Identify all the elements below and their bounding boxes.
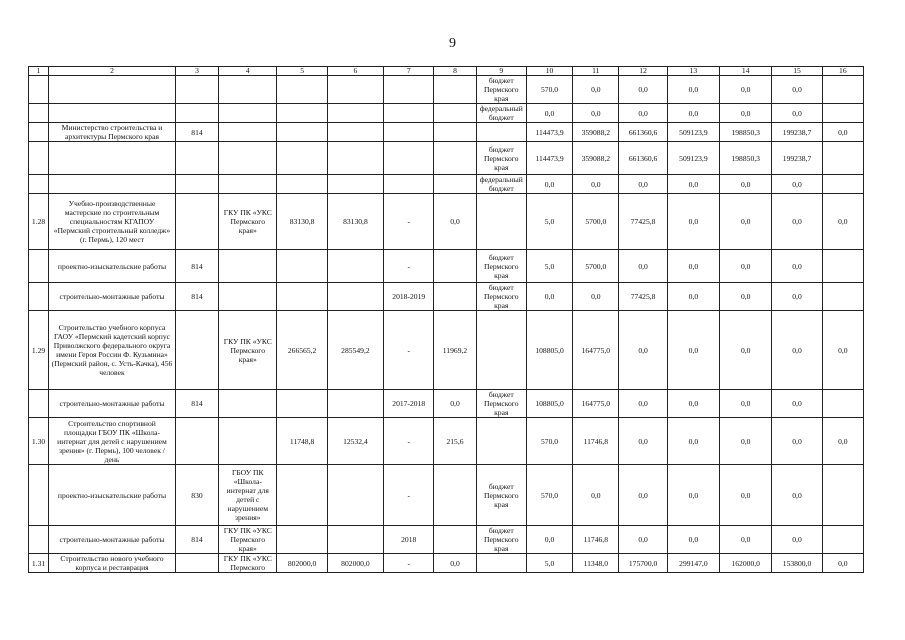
table-cell [822, 465, 863, 526]
table-cell [434, 123, 476, 142]
table-cell [327, 283, 383, 311]
table-cell [384, 76, 434, 104]
row-name-cell [49, 104, 176, 123]
table-cell: 0,0 [619, 76, 667, 104]
table-cell [175, 554, 218, 573]
table-cell: 199238,7 [772, 142, 822, 175]
table-cell: 299147,0 [667, 554, 719, 573]
funding-source-cell [476, 554, 526, 573]
table-cell: 0,0 [667, 194, 719, 250]
table-cell [327, 123, 383, 142]
table-cell: 830 [175, 465, 218, 526]
table-row [29, 175, 864, 194]
table-cell: 0,0 [772, 194, 822, 250]
table-cell [29, 76, 49, 104]
col-header: 12 [619, 67, 667, 76]
table-cell: 2018-2019 [384, 283, 434, 311]
table-cell: 814 [175, 526, 218, 554]
col-header: 3 [175, 67, 218, 76]
table-cell: 0,0 [667, 418, 719, 465]
table-cell: 570,0 [526, 76, 572, 104]
table-cell [219, 390, 277, 418]
table-cell: ГКУ ПК «УКС Пермского края» [219, 526, 277, 554]
funding-source-cell: бюджет Пермского края [476, 283, 526, 311]
table-cell [434, 76, 476, 104]
table-cell: 0,0 [526, 104, 572, 123]
row-name-cell: строительно-монтажные работы [49, 390, 176, 418]
table-cell: 359088,2 [573, 123, 619, 142]
table-cell: 153800,0 [772, 554, 822, 573]
row-name-cell: Строительство нового учебного корпуса и реставрация [49, 554, 176, 573]
funding-source-cell [476, 311, 526, 390]
table-cell: 0,0 [822, 123, 863, 142]
table-cell [434, 526, 476, 554]
table-cell [822, 104, 863, 123]
row-name-cell: Министерство строительства и архитектуры Пермского края [49, 123, 176, 142]
table-row [29, 104, 864, 123]
table-cell: 814 [175, 283, 218, 311]
table-cell [822, 526, 863, 554]
table-cell: 199238,7 [772, 123, 822, 142]
table-cell: 11746,8 [573, 526, 619, 554]
table-cell: 0,0 [667, 104, 719, 123]
table-cell: 0,0 [434, 390, 476, 418]
table-cell: 0,0 [772, 465, 822, 526]
table-cell: 0,0 [619, 465, 667, 526]
table-row [29, 465, 864, 526]
table-cell: 0,0 [667, 526, 719, 554]
funding-source-cell: федеральный бюджет [476, 175, 526, 194]
table-cell: 0,0 [619, 418, 667, 465]
table-cell [29, 465, 49, 526]
table-cell: 11748,8 [277, 418, 327, 465]
table-cell: 0,0 [667, 250, 719, 283]
table-cell [29, 175, 49, 194]
table-cell [29, 390, 49, 418]
table-cell [434, 283, 476, 311]
table-cell: 0,0 [822, 554, 863, 573]
table-cell [277, 283, 327, 311]
table-cell: 0,0 [720, 283, 772, 311]
table-cell: - [384, 465, 434, 526]
table-cell: 509123,9 [667, 123, 719, 142]
table-cell [384, 175, 434, 194]
row-name-cell: строительно-монтажные работы [49, 526, 176, 554]
table-cell [434, 465, 476, 526]
col-header: 15 [772, 67, 822, 76]
table-cell: 108805,0 [526, 390, 572, 418]
table-row [29, 283, 864, 311]
table-cell: 814 [175, 123, 218, 142]
table-cell: 0,0 [434, 554, 476, 573]
table-cell [822, 175, 863, 194]
table-cell [277, 526, 327, 554]
table-row [29, 76, 864, 104]
table-cell: 0,0 [720, 250, 772, 283]
column-numbers-row [29, 67, 864, 76]
table-cell [822, 283, 863, 311]
table-cell [327, 526, 383, 554]
table-cell: 0,0 [822, 418, 863, 465]
col-header: 1 [29, 67, 49, 76]
table-cell: 0,0 [526, 175, 572, 194]
table-cell [822, 250, 863, 283]
table-cell: 661360,6 [619, 142, 667, 175]
table-cell: 0,0 [720, 390, 772, 418]
table-cell [219, 76, 277, 104]
table-cell: 5,0 [526, 250, 572, 283]
table-cell: 0,0 [526, 526, 572, 554]
table-cell [327, 104, 383, 123]
table-cell [434, 142, 476, 175]
table-cell [277, 390, 327, 418]
col-header: 9 [476, 67, 526, 76]
table-cell: - [384, 418, 434, 465]
table-cell: 0,0 [772, 250, 822, 283]
table-row [29, 418, 864, 465]
table-cell [175, 418, 218, 465]
table-cell: 0,0 [667, 390, 719, 418]
col-header: 14 [720, 67, 772, 76]
table-cell [219, 175, 277, 194]
col-header: 4 [219, 67, 277, 76]
table-cell: 661360,6 [619, 123, 667, 142]
table-cell: 164775,0 [573, 311, 619, 390]
table-cell: 0,0 [772, 418, 822, 465]
table-cell: 11348,0 [573, 554, 619, 573]
table-cell: 114473,9 [526, 123, 572, 142]
row-name-cell: строительно-монтажные работы [49, 283, 176, 311]
row-name-cell [49, 76, 176, 104]
table-cell [175, 311, 218, 390]
funding-source-cell [476, 194, 526, 250]
table-cell: 198850,3 [720, 142, 772, 175]
table-cell: 0,0 [772, 311, 822, 390]
table-cell [327, 175, 383, 194]
table-cell: - [384, 554, 434, 573]
table-cell: 83130,8 [277, 194, 327, 250]
table-cell [277, 465, 327, 526]
table-cell [277, 250, 327, 283]
table-cell [175, 175, 218, 194]
col-header: 8 [434, 67, 476, 76]
table-cell: 0,0 [667, 311, 719, 390]
table-cell: 570,0 [526, 418, 572, 465]
funding-source-cell: бюджет Пермского края [476, 142, 526, 175]
table-cell [822, 142, 863, 175]
table-cell: 802000,0 [327, 554, 383, 573]
table-cell: 570,0 [526, 465, 572, 526]
table-cell [175, 104, 218, 123]
table-cell [384, 104, 434, 123]
table-cell: 5700,0 [573, 194, 619, 250]
table-cell: 266565,2 [277, 311, 327, 390]
table-row [29, 526, 864, 554]
table-cell: 5,0 [526, 194, 572, 250]
table-row [29, 123, 864, 142]
table-cell: 215,6 [434, 418, 476, 465]
col-header: 13 [667, 67, 719, 76]
funding-source-cell: бюджет Пермского края [476, 76, 526, 104]
table-cell [327, 250, 383, 283]
table-cell [822, 76, 863, 104]
table-cell: 0,0 [772, 76, 822, 104]
table-cell: 108805,0 [526, 311, 572, 390]
table-cell: 2017-2018 [384, 390, 434, 418]
table-cell: 77425,8 [619, 283, 667, 311]
table-cell: 0,0 [772, 175, 822, 194]
table-cell: 814 [175, 390, 218, 418]
table-cell: 0,0 [619, 526, 667, 554]
table-cell: ГКУ ПК «УКС Пермского края» [219, 311, 277, 390]
table-cell [29, 283, 49, 311]
row-name-cell: Строительство спортивной площадки ГБОУ ПК «Школа-интернат для детей с нарушением зрения» (г. Пермь), 100 человек / день [49, 418, 176, 465]
col-header: 7 [384, 67, 434, 76]
table-cell: 1.29 [29, 311, 49, 390]
table-cell: 0,0 [619, 104, 667, 123]
table-cell [277, 104, 327, 123]
table-cell: 0,0 [720, 418, 772, 465]
table-cell: 0,0 [720, 194, 772, 250]
table-cell: 83130,8 [327, 194, 383, 250]
table-cell: 802000,0 [277, 554, 327, 573]
table-cell: 0,0 [822, 194, 863, 250]
table-cell: 0,0 [573, 76, 619, 104]
table-cell: 1.31 [29, 554, 49, 573]
table-cell [29, 250, 49, 283]
table-cell: 2018 [384, 526, 434, 554]
table-cell: ГКУ ПК «УКС Пермского [219, 554, 277, 573]
table-cell [277, 175, 327, 194]
table-cell [219, 418, 277, 465]
table-cell: 0,0 [573, 175, 619, 194]
table-row [29, 554, 864, 573]
table-cell: 0,0 [619, 311, 667, 390]
table-cell [277, 76, 327, 104]
table-cell [277, 123, 327, 142]
col-header: 11 [573, 67, 619, 76]
table-cell: 1.30 [29, 418, 49, 465]
funding-source-cell: бюджет Пермского края [476, 390, 526, 418]
table-cell [327, 142, 383, 175]
table-cell: 162000,0 [720, 554, 772, 573]
table-cell: - [384, 250, 434, 283]
table-cell: 0,0 [720, 175, 772, 194]
table-cell: 198850,3 [720, 123, 772, 142]
table-cell: 0,0 [667, 175, 719, 194]
table-cell: 285549,2 [327, 311, 383, 390]
table-row [29, 250, 864, 283]
table-cell [175, 76, 218, 104]
page-number: 9 [449, 36, 456, 51]
table-cell [384, 142, 434, 175]
funding-source-cell: федеральный бюджет [476, 104, 526, 123]
table-cell [219, 123, 277, 142]
funding-source-cell: бюджет Пермского края [476, 526, 526, 554]
table-cell: ГКУ ПК «УКС Пермского края» [219, 194, 277, 250]
table-cell: 0,0 [720, 76, 772, 104]
table-cell [434, 175, 476, 194]
table-row [29, 194, 864, 250]
row-name-cell: проектно-изыскательские работы [49, 250, 176, 283]
row-name-cell [49, 142, 176, 175]
table-cell: 5700,0 [573, 250, 619, 283]
table-cell [384, 123, 434, 142]
col-header: 16 [822, 67, 863, 76]
table-cell: - [384, 311, 434, 390]
table-cell [327, 390, 383, 418]
col-header: 5 [277, 67, 327, 76]
table-cell [29, 142, 49, 175]
table-row [29, 142, 864, 175]
table-cell: 359088,2 [573, 142, 619, 175]
table-cell [434, 250, 476, 283]
table-cell [822, 390, 863, 418]
table-cell: 0,0 [573, 465, 619, 526]
table-cell [29, 526, 49, 554]
table-cell: 0,0 [772, 283, 822, 311]
table-cell [277, 142, 327, 175]
table-cell: 0,0 [434, 194, 476, 250]
table-cell [29, 104, 49, 123]
table-cell [175, 142, 218, 175]
table-cell [219, 142, 277, 175]
table-cell [434, 104, 476, 123]
table-cell: 11746,8 [573, 418, 619, 465]
table-cell: 0,0 [619, 250, 667, 283]
table-cell: 814 [175, 250, 218, 283]
funding-source-cell [476, 123, 526, 142]
table-cell [175, 194, 218, 250]
table-cell: - [384, 194, 434, 250]
table-cell: 0,0 [772, 526, 822, 554]
col-header: 2 [49, 67, 176, 76]
table-cell: 0,0 [720, 104, 772, 123]
table-cell: 0,0 [667, 283, 719, 311]
table-cell: 77425,8 [619, 194, 667, 250]
table-cell: 0,0 [772, 390, 822, 418]
table-cell [29, 123, 49, 142]
row-name-cell: проектно-изыскательские работы [49, 465, 176, 526]
table-cell: 0,0 [822, 311, 863, 390]
table-cell: 12532,4 [327, 418, 383, 465]
table-cell: 0,0 [619, 390, 667, 418]
table-cell: 0,0 [720, 311, 772, 390]
table-cell: 0,0 [772, 104, 822, 123]
table-cell: 0,0 [573, 104, 619, 123]
table-cell: 5,0 [526, 554, 572, 573]
table-cell: 509123,9 [667, 142, 719, 175]
table-cell: 1.28 [29, 194, 49, 250]
table-cell: 164775,0 [573, 390, 619, 418]
row-name-cell: Учебно-производственные мастерские по строительным специальностям КГАПОУ «Пермский строительный колледж» (г. Пермь), 120 мест [49, 194, 176, 250]
budget-table [28, 66, 864, 573]
table-cell: 0,0 [667, 76, 719, 104]
table-cell: 175700,0 [619, 554, 667, 573]
table-cell: 0,0 [573, 283, 619, 311]
row-name-cell: Строительство учебного корпуса ГАОУ «Пермский кадетский корпус Приволжского федерального округа имени Героя России Ф. Кузьмина» (Пермский район, с. Усть-Качка), 456 человек [49, 311, 176, 390]
table-cell: 0,0 [720, 526, 772, 554]
table-cell: 0,0 [720, 465, 772, 526]
funding-source-cell [476, 418, 526, 465]
table-cell [219, 283, 277, 311]
funding-source-cell: бюджет Пермского края [476, 465, 526, 526]
table-cell [327, 465, 383, 526]
row-name-cell [49, 175, 176, 194]
funding-source-cell: бюджет Пермского края [476, 250, 526, 283]
table-cell: 0,0 [619, 175, 667, 194]
table-cell: ГБОУ ПК «Школа-интернат для детей с нарушением зрения» [219, 465, 277, 526]
table-cell [327, 76, 383, 104]
table-cell: 114473,9 [526, 142, 572, 175]
table-row [29, 311, 864, 390]
table-cell: 11969,2 [434, 311, 476, 390]
table-row [29, 390, 864, 418]
table-cell: 0,0 [526, 283, 572, 311]
table-cell [219, 104, 277, 123]
col-header: 6 [327, 67, 383, 76]
table-cell [219, 250, 277, 283]
col-header: 10 [526, 67, 572, 76]
table-cell: 0,0 [667, 465, 719, 526]
